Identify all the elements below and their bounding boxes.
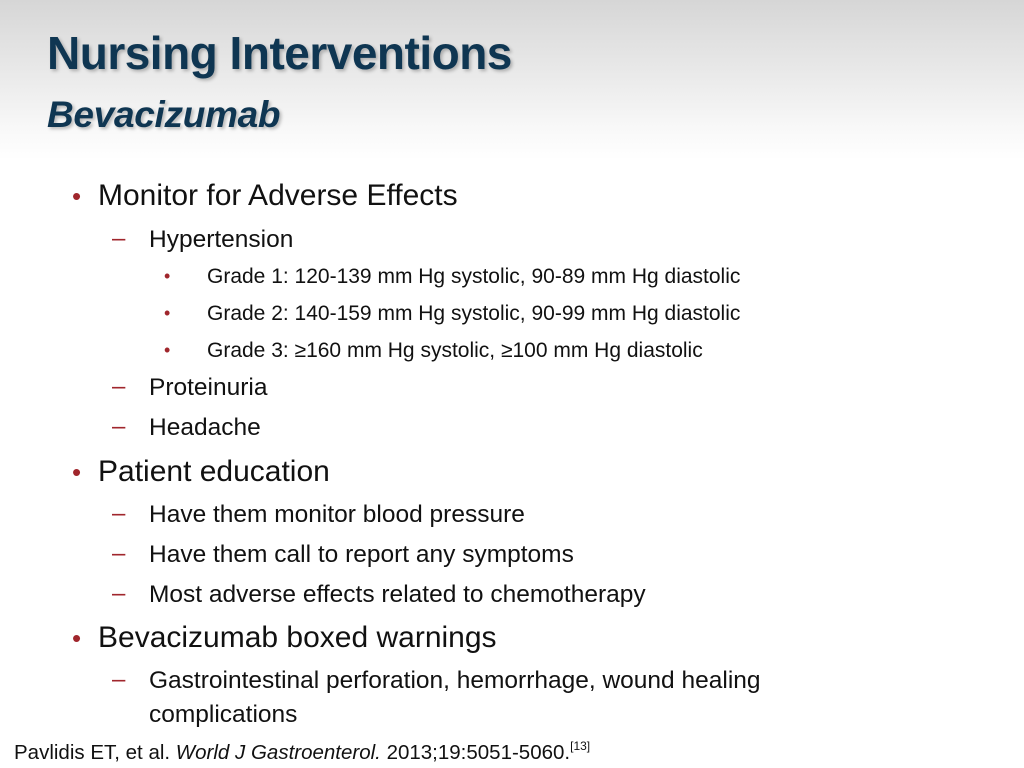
slide-title: Nursing Interventions [47,27,512,79]
bullet-text: Monitor for Adverse Effects [98,179,458,212]
dash-marker: – [112,540,126,567]
dash-marker: – [112,500,126,527]
dash-marker: – [112,225,126,252]
bullet-marker: • [72,623,82,653]
sub-sub-bullet-text: Grade 2: 140-159 mm Hg systolic, 90-99 mm Hg diastolic [207,302,741,325]
sub-bullet-text: complications [149,701,298,728]
bullet-marker: • [164,266,171,286]
slide-subtitle: Bevacizumab [47,94,281,135]
citation-details: 2013;19:5051-5060. [386,741,571,764]
citation-journal: World J Gastroenterol. [175,741,381,764]
sub-bullet-text: Gastrointestinal perforation, hemorrhage, wound healing [149,667,761,694]
bullet-marker: • [164,303,171,323]
dash-marker: – [112,580,126,607]
sub-bullet-text: Proteinuria [149,374,268,401]
sub-bullet-text: Hypertension [149,226,294,253]
bullet-marker: • [164,340,171,360]
bullet-text: Patient education [98,455,330,488]
dash-marker: – [112,666,126,693]
sub-sub-bullet-text: Grade 1: 120-139 mm Hg systolic, 90-89 mm Hg diastolic [207,265,741,288]
citation-footer [14,739,590,765]
sub-bullet-text: Have them monitor blood pressure [149,501,525,528]
sub-bullet-text: Headache [149,414,261,441]
citation-reference: [13] [570,739,591,753]
bullet-marker: • [72,457,82,487]
sub-sub-bullet-text: Grade 3: ≥160 mm Hg systolic, ≥100 mm Hg diastolic [207,339,703,362]
bullet-text: Bevacizumab boxed warnings [98,621,497,654]
sub-bullet-text: Most adverse effects related to chemotherapy [149,581,646,608]
dash-marker: – [112,413,126,440]
sub-bullet-text: Have them call to report any symptoms [149,541,574,568]
header-band [0,0,1024,160]
dash-marker: – [112,373,126,400]
citation-authors: Pavlidis ET, et al. [14,741,171,764]
bullet-marker: • [72,181,82,211]
